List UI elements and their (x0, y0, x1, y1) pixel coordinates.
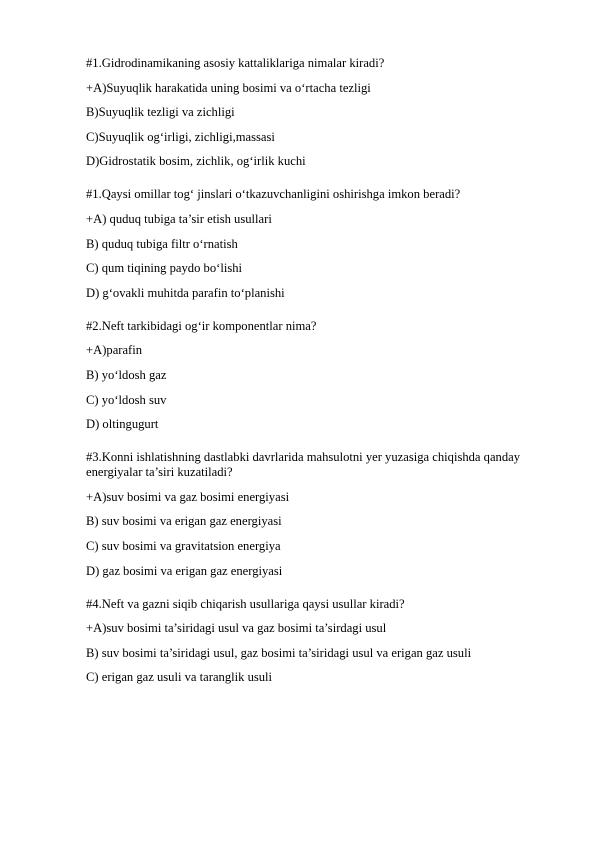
answer-option: D)Gidrostatik bosim, zichlik, og‘irlik kuchi (86, 154, 306, 169)
answer-option: D) gaz bosimi va erigan gaz energiyasi (86, 563, 283, 578)
answer-option: B) suv bosimi ta’siridagi usul, gaz bosimi ta’siridagi usul va erigan gaz usuli (86, 645, 472, 660)
question-block (86, 319, 556, 432)
question-block (86, 597, 556, 686)
question-block (86, 450, 556, 578)
document-page (86, 56, 556, 703)
answer-option: +A)suv bosimi ta’siridagi usul va gaz bosimi ta’sirdagi usul (86, 621, 387, 636)
question-block (86, 187, 556, 300)
answer-option: C) yo‘ldosh suv (86, 392, 167, 407)
answer-option: B) yo‘ldosh gaz (86, 367, 167, 382)
question-block (86, 56, 556, 169)
answer-option: +A)parafin (86, 343, 143, 358)
answer-option: B) suv bosimi va erigan gaz energiyasi (86, 514, 282, 529)
answer-option: +A)suv bosimi va gaz bosimi energiyasi (86, 489, 290, 504)
answer-option: +A)Suyuqlik harakatida uning bosimi va o‘rtacha tezligi (86, 80, 371, 95)
answer-option: B)Suyuqlik tezligi va zichligi (86, 105, 235, 120)
question-text: #3.Konni ishlatishning dastlabki davrlarida mahsulotni yer yuzasiga chiqishda qanday energiyalar ta’siri kuzatiladi? (86, 450, 521, 480)
question-text: #2.Neft tarkibidagi og‘ir komponentlar nima? (86, 318, 317, 333)
question-text: #1.Qaysi omillar tog‘ jinslari o‘tkazuvchanligini oshirishga imkon beradi? (86, 187, 461, 202)
question-text: #1.Gidrodinamikaning asosiy kattaliklariga nimalar kiradi? (86, 56, 385, 70)
answer-option: C) erigan gaz usuli va taranglik usuli (86, 670, 273, 685)
answer-option: +A) quduq tubiga ta’sir etish usullari (86, 211, 272, 226)
answer-option: C) qum tiqining paydo bo‘lishi (86, 261, 243, 276)
question-text: #4.Neft va gazni siqib chiqarish usullariga qaysi usullar kiradi? (86, 596, 405, 611)
answer-option: D) g‘ovakli muhitda parafin to‘planishi (86, 285, 285, 300)
answer-option: C) suv bosimi va gravitatsion energiya (86, 538, 281, 553)
answer-option: B) quduq tubiga filtr o‘rnatish (86, 236, 238, 251)
answer-option: C)Suyuqlik og‘irligi, zichligi,massasi (86, 129, 275, 144)
answer-option: D) oltingugurt (86, 417, 159, 432)
